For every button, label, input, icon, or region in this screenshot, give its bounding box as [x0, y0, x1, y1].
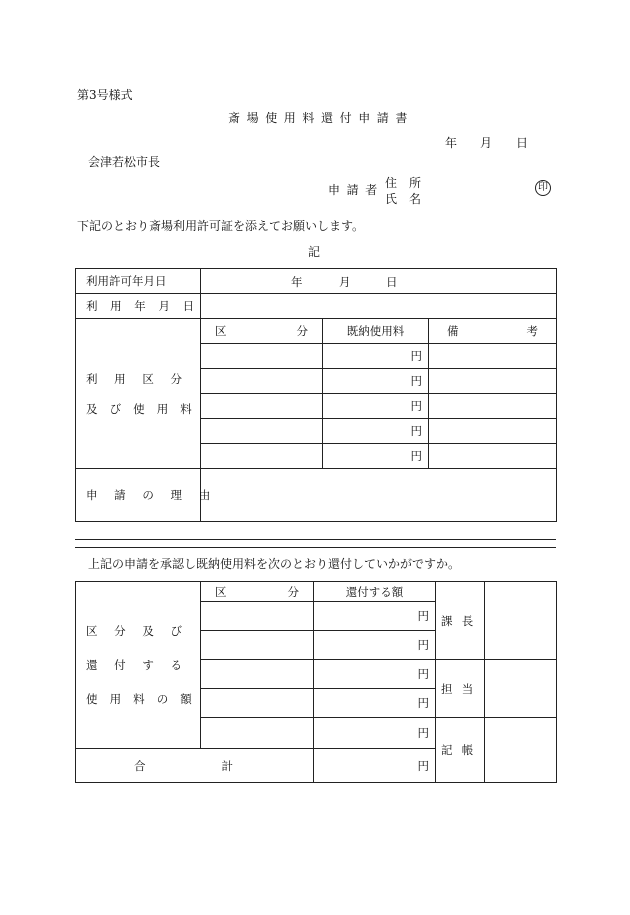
- document-title: 斎場使用料還付申請書: [228, 111, 415, 125]
- permit-month: 月: [339, 275, 351, 289]
- permit-date-field[interactable]: [201, 269, 557, 294]
- header-remarks: 備 考: [429, 319, 557, 344]
- refund-label-line1: 区分及び: [86, 624, 199, 638]
- division-label-line2: 及び使用料: [86, 401, 204, 416]
- chief-stamp-field[interactable]: [485, 582, 557, 660]
- division-field[interactable]: [201, 344, 323, 369]
- remarks-field[interactable]: [429, 419, 557, 444]
- refund-amount-field[interactable]: 円: [314, 602, 436, 631]
- division-label-cell: [76, 319, 204, 469]
- refund-amount-field[interactable]: 円: [314, 689, 436, 718]
- use-date-field[interactable]: [201, 294, 557, 319]
- paid-fee-field[interactable]: 円: [323, 369, 429, 394]
- header-refund-amount: 還付する額: [314, 582, 436, 602]
- refund-division-field[interactable]: [201, 660, 314, 689]
- division-field[interactable]: [201, 369, 323, 394]
- divider-line: [75, 539, 556, 540]
- reason-field[interactable]: [201, 469, 557, 522]
- applicant-label: 申請者: [328, 183, 384, 197]
- permit-date-label-cell: [76, 269, 201, 294]
- refund-division-field[interactable]: [201, 718, 314, 749]
- refund-division-field[interactable]: [201, 631, 314, 660]
- use-date-label: 利用年月日: [86, 299, 207, 313]
- refund-division-field[interactable]: [201, 602, 314, 631]
- refund-label-line3: 使用料の額: [86, 692, 204, 706]
- permit-day: 日: [386, 275, 398, 289]
- staff-stamp-field[interactable]: [485, 660, 557, 718]
- address-label: 住 所: [385, 176, 422, 190]
- refund-left-label-cell: [76, 582, 204, 749]
- refund-amount-field[interactable]: 円: [314, 718, 436, 749]
- refund-amount-field[interactable]: 円: [314, 631, 436, 660]
- date-month: 月: [480, 136, 493, 150]
- total-label: 合 計: [76, 749, 314, 783]
- reason-label: 申請の理由: [86, 488, 227, 502]
- form-number: 第3号様式: [77, 88, 133, 102]
- date-day: 日: [516, 136, 529, 150]
- approval-text: 上記の申請を承認し既納使用料を次のとおり還付していかがですか。: [88, 557, 461, 571]
- chief-label: 課長: [436, 582, 485, 660]
- refund-amount-field[interactable]: 円: [314, 660, 436, 689]
- ki-heading: 記: [308, 245, 321, 259]
- division-field[interactable]: [201, 394, 323, 419]
- division-label-line1: 利用区分: [86, 371, 199, 386]
- permit-date-label: 利用許可年月日: [86, 274, 167, 288]
- paid-fee-field[interactable]: 円: [323, 419, 429, 444]
- remarks-field[interactable]: [429, 444, 557, 469]
- application-table: [75, 268, 557, 522]
- paid-fee-field[interactable]: 円: [323, 394, 429, 419]
- recipient: 会津若松市長: [88, 155, 161, 169]
- ledger-stamp-field[interactable]: [485, 718, 557, 783]
- name-label: 氏 名: [385, 192, 422, 206]
- header-kubun: 区 分: [201, 582, 314, 602]
- remarks-field[interactable]: [429, 369, 557, 394]
- use-date-label-cell: [76, 294, 207, 319]
- header-paid-fee: 既納使用料: [323, 319, 429, 344]
- reason-label-cell: [76, 469, 227, 522]
- intro-text: 下記のとおり斎場利用許可証を添えてお願いします。: [77, 219, 365, 233]
- header-kubun: 区 分: [201, 319, 323, 344]
- seal-mark: 印: [535, 180, 551, 196]
- paid-fee-field[interactable]: 円: [323, 444, 429, 469]
- total-amount-field[interactable]: 円: [314, 749, 436, 783]
- permit-year: 年: [291, 275, 303, 289]
- date-year: 年: [445, 136, 458, 150]
- remarks-field[interactable]: [429, 344, 557, 369]
- division-field[interactable]: [201, 444, 323, 469]
- paid-fee-field[interactable]: 円: [323, 344, 429, 369]
- refund-label-line2: 還付する: [86, 658, 199, 672]
- ledger-label: 記帳: [436, 718, 485, 783]
- staff-label: 担当: [436, 660, 485, 718]
- refund-table: [75, 581, 557, 783]
- divider-line: [75, 547, 556, 548]
- division-field[interactable]: [201, 419, 323, 444]
- refund-division-field[interactable]: [201, 689, 314, 718]
- remarks-field[interactable]: [429, 394, 557, 419]
